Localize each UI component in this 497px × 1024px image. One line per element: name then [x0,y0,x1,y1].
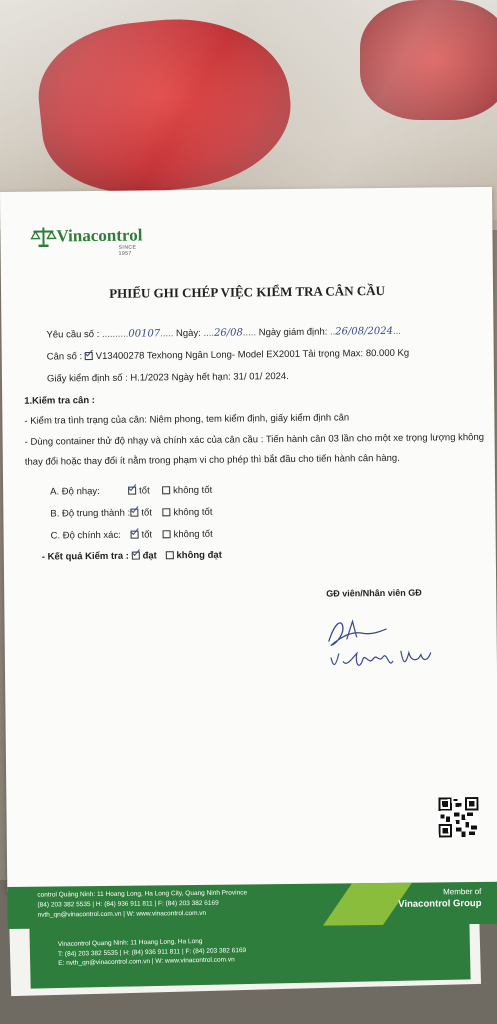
form-title: PHIẾU GHI CHÉP VIỆC KIỂM TRA CÂN CẦU [109,282,386,301]
check-nok [162,485,212,497]
check-ok-label: tốt [141,529,153,541]
check-nok-label: không tốt [173,506,213,519]
footer-email: nvth_qn@vinacontrol.com.vn | W: www.vinacontrol.com.vn [37,909,207,919]
inspection-date-label: Ngày giám định: [258,326,331,339]
handwritten-signature [322,612,443,678]
check-label: C. Độ chính xác: [50,529,121,542]
section-line: thay đổi hoặc thay đổi ít nằm trong phạm vi cho phép thì bắt đầu cho tiến hành cân hàng. [24,452,400,468]
check-label: A. Độ nhạy: [50,485,100,498]
under-footer-line: E: nvth_qn@vinacontrol.com.vn | W: www.vinacontrol.com.vn [58,956,235,967]
under-footer-line: T: (84) 203 382 5535 | H: (84) 936 911 811 | F: (84) 203 382 6169 [57,946,247,958]
footer-phone: (84) 203 382 5535 | H: (84) 936 911 811 | F: (84) 203 382 6169 [37,899,219,909]
checkbox-empty [165,552,173,560]
check-nok [162,507,212,519]
result-row [42,550,222,563]
member-of [398,886,481,911]
inspection-date-value: 26/08/2024 [335,325,393,338]
result-ok: đạt [142,550,157,562]
result-nok: không đạt [176,549,222,562]
inspection-form-sheet [0,187,497,919]
check-row-accuracy [50,528,213,542]
check-ok [130,507,152,518]
check-nok-label: không tốt [173,528,213,541]
check-nok [163,529,213,541]
check-label: B. Độ trung thành : [50,507,131,520]
section-line: - Dùng container thử độ nhạy và chính xác của cân cầu : Tiến hành cân 03 lần cho một xe trọng lượng không [24,431,485,448]
checkbox-empty [162,487,170,495]
signature-label: GĐ viên/Nhân viên GĐ [326,587,422,599]
member-group: Vinacontrol Group [398,897,482,910]
scales-icon [30,225,56,247]
checkbox-checked [130,509,138,517]
section-heading: 1.Kiểm tra cân : [24,395,95,407]
scale-value: V13400278 Texhong Ngân Long- Model EX2001 Tải trọng Max: 80.000 Kg [95,347,410,363]
checkbox-checked [132,552,140,560]
check-nok-label: không tốt [173,484,213,497]
logo-since: SINCE 1957 [118,244,137,257]
footer-contact [37,888,247,920]
checkbox-checked [128,487,136,495]
check-ok [128,485,150,496]
request-label: Yêu cầu số : [46,328,103,341]
scale-label: Cân số : [46,351,85,363]
checkbox-checked [131,531,139,539]
section-line: - Kiểm tra tình trạng của cân: Niêm phong, tem kiểm định, giấy kiểm định cân [24,412,350,427]
qr-code [438,797,478,837]
check-ok [131,529,153,540]
certificate-line: Giấy kiểm định số : H.1/2023 Ngày hết hạn: 31/ 01/ 2024. [46,370,289,385]
date-value: 26/08 [213,327,243,339]
check-ok-label: tốt [139,485,150,497]
check-row-sensitivity [50,484,213,498]
request-line: Yêu cầu số : ..........00107..... Ngày: ....26/08..... Ngày giám định: ..26/08/2024... [46,325,401,341]
vinacontrol-logo [30,225,143,257]
under-footer-line: Vinacontrol Quang Ninh: 11 Hoang Long, Ha Long [57,937,203,948]
logo-wordmark: Vinacontrol [56,225,143,246]
checkbox-empty [162,509,170,517]
scale-line [47,348,410,363]
footer-address: control Quảng Ninh: 11 Hoang Long, Ha Long City, Quang Ninh Province [37,889,248,899]
footer-band [7,882,497,929]
check-ok-label: tốt [141,507,152,519]
underlying-footer-text [58,936,247,968]
member-label: Member of [443,886,482,897]
checkbox-empty [163,531,171,539]
check-row-fidelity [50,506,213,520]
request-number: 00107 [128,328,161,340]
scale-checkbox [85,353,93,361]
date-label: Ngày: [175,327,204,340]
result-label: - Kết quả Kiểm tra : [41,550,129,563]
